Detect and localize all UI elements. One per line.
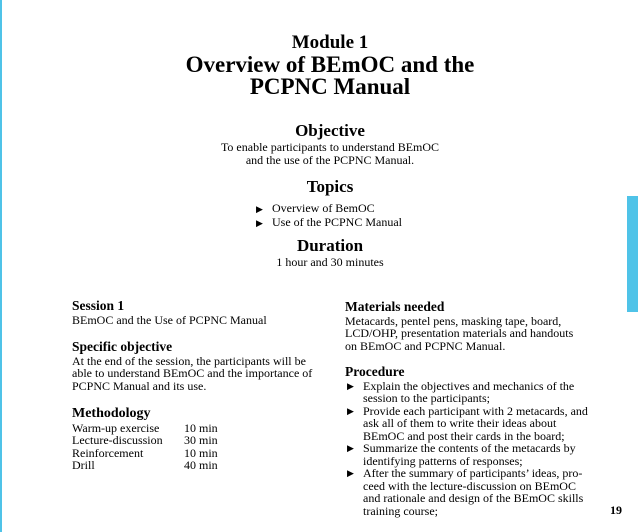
chapter-side-tab: [627, 196, 638, 312]
specific-objective-line: able to understand BEmOC and the importance of: [72, 366, 313, 380]
session-text: BEmOC and the Use of PCPNC Manual: [72, 312, 267, 327]
procedure-item: ▶ Provide each participant with 2 metacards, and ask all of them to write their ideas about BEmOC and post their cards in the board;: [347, 403, 588, 443]
module-label: Module 1: [291, 32, 369, 53]
duration-section: [120, 236, 540, 269]
bullet-triangle-icon: ▶: [347, 380, 354, 391]
page-number: 19: [610, 503, 622, 517]
title-line-1: Overview of BEmOC and the: [185, 52, 475, 77]
topics-heading: Topics: [306, 177, 354, 196]
procedure-item: ▶ Summarize the contents of the metacards by identifying patterns of responses;: [347, 441, 576, 468]
materials-line: on BEmOC and PCPNC Manual.: [345, 338, 506, 353]
topics-list: [256, 202, 402, 229]
objective-line-1: To enable participants to understand BEmOC: [220, 140, 440, 154]
bullet-triangle-icon: ▶: [256, 204, 263, 214]
page-title: [120, 54, 540, 98]
methodology-row: Reinforcement 10 min: [72, 445, 218, 460]
left-margin-rule: [0, 0, 2, 532]
bullet-triangle-icon: ▶: [347, 405, 354, 416]
objective-section: [120, 121, 540, 166]
materials-line: Metacards, pentel pens, masking tape, board,: [345, 313, 562, 328]
procedure-item: ▶ Explain the objectives and mechanics of the session to the participants;: [347, 378, 575, 405]
topic-item: ▶ Overview of BemOC: [256, 201, 375, 215]
methodology-row: Warm-up exercise 10 min: [72, 420, 218, 435]
specific-objective-heading: Specific objective: [72, 339, 173, 354]
specific-objective-line: At the end of the session, the participants will be: [72, 353, 306, 368]
methodology-heading: Methodology: [72, 406, 151, 421]
materials-heading: Materials needed: [345, 299, 445, 314]
objective-heading: Objective: [295, 121, 365, 140]
title-line-2: PCPNC Manual: [249, 74, 411, 99]
procedure-list: [345, 380, 610, 518]
objective-line-2: and the use of the PCPNC Manual.: [245, 152, 415, 167]
methodology-row: Lecture-discussion 30 min: [72, 433, 218, 447]
right-column: [345, 301, 610, 517]
duration-value: 1 hour and 30 minutes: [276, 255, 384, 269]
methodology-row: Drill 40 min: [72, 458, 218, 472]
materials-line: LCD/OHP, presentation materials and handouts: [345, 326, 574, 340]
topic-item: ▶ Use of the PCPNC Manual: [256, 214, 402, 229]
duration-heading: Duration: [296, 236, 364, 255]
left-column: [72, 300, 337, 472]
bullet-triangle-icon: ▶: [256, 217, 263, 228]
bullet-triangle-icon: ▶: [347, 443, 354, 453]
procedure-heading: Procedure: [345, 364, 405, 379]
bullet-triangle-icon: ▶: [347, 468, 354, 478]
specific-objective-line: PCPNC Manual and its use.: [72, 378, 207, 393]
session-heading: Session 1: [72, 298, 125, 313]
procedure-item: ▶ After the summary of participants’ ideas, pro- ceed with the lecture-discussion on BEmOC and rationale and design of the BEmOC skills training course;: [347, 466, 584, 518]
